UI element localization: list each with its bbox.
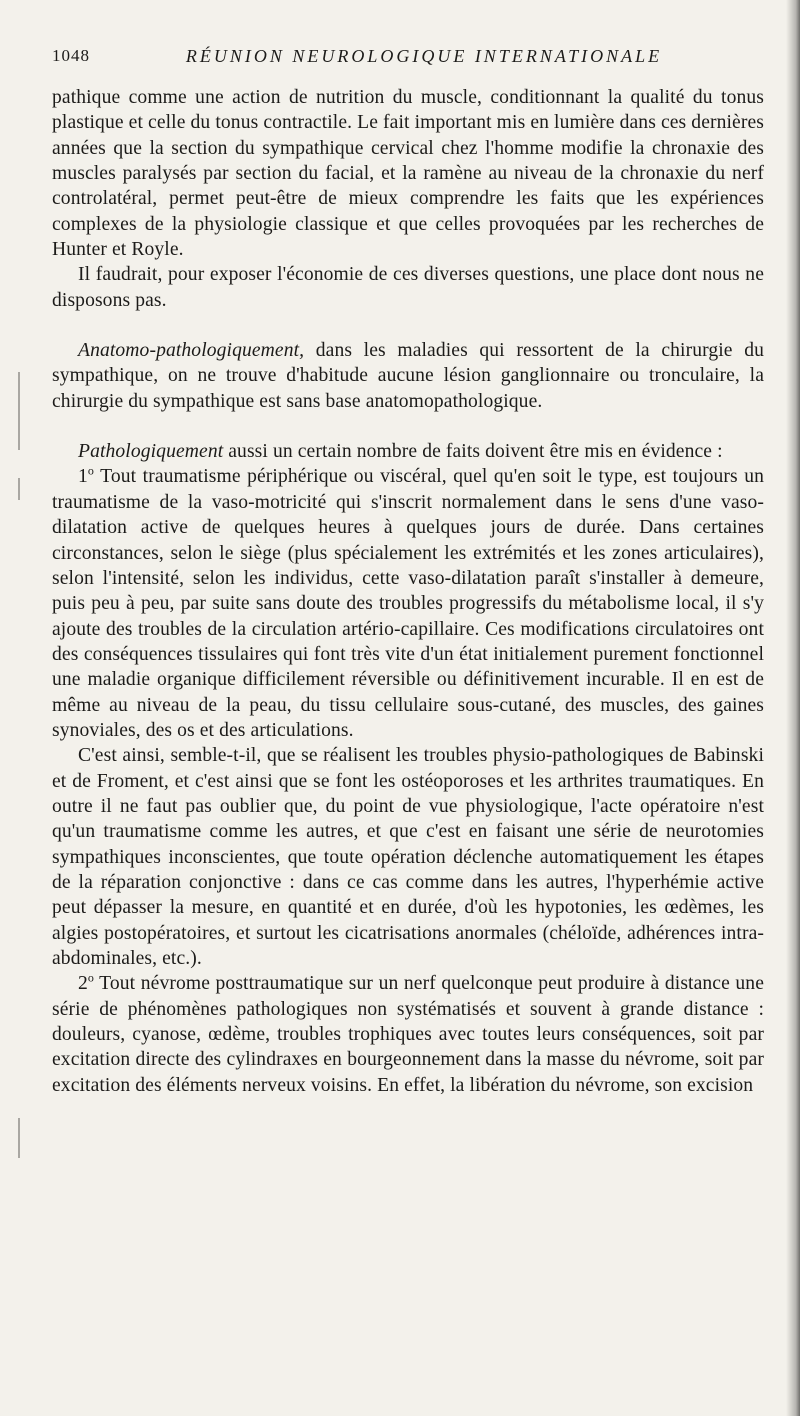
point-number: 1 xyxy=(78,466,88,488)
paragraph-text: C'est ainsi, semble-t-il, que se réalisent les troubles physio-pathologiques de Babinski et de Froment, et c'est ainsi que se font les ostéoporoses et les arthrites traumatiques. En outre il ne faut pas oublier que, du point de vue physiologique, l'acte opératoire n'est qu'un traumatisme comme les autres, et que c'est en faisant une série de neurotomies sympathiques inconscientes, que toute opération déclenche automatiquement les étapes de la réparation conjonctive : dans ce cas comme dans les autres, l'hyperhémie active peut dépasser la mesure, en quantité et en durée, d'où les hypotonies, les œdèmes, les algies postopératoires, et surtout les cicatrisations anormales (chéloïde, adhérences intra-abdominales, etc.). xyxy=(52,745,764,969)
running-title: RÉUNION NEUROLOGIQUE INTERNATIONALE xyxy=(185,46,663,66)
paragraph-lead: Pathologiquement xyxy=(78,441,224,463)
ordinal-mark: o xyxy=(87,463,95,478)
margin-mark xyxy=(18,1118,20,1158)
margin-mark xyxy=(18,478,20,500)
paragraph xyxy=(52,262,764,313)
paragraph-text: Il faudrait, pour exposer l'économie de ces diverses questions, une place dont nous ne disposons pas. xyxy=(52,264,764,311)
paragraph-lead: Anatomo-pathologiquement, xyxy=(78,340,305,362)
numbered-point-2 xyxy=(52,971,764,1098)
paragraph-text: Tout névrome posttraumatique sur un nerf quelconque peut produire à distance une série de phénomènes pathologiques non systématisés et souvent à grande distance : douleurs, cyanose, œdème, troubles trophiques avec toutes leurs conséquences, soit par excitation directe des cylindraxes en bourgeonnement dans la masse du névrome, soit par excitation des éléments nerveux voisins. En effet, la libération du névrome, son excision xyxy=(52,973,764,1096)
paragraph xyxy=(52,743,764,971)
running-header xyxy=(52,46,752,72)
paragraph-pathologiquement xyxy=(52,439,764,464)
paragraph-text: dans les maladies qui ressortent de la chirurgie du sympathique, on ne trouve d'habitude aucune lésion ganglionnaire ou tronculaire, la chirurgie du sympathique est sans base anatomopathologique. xyxy=(52,340,764,412)
paragraph-continuation xyxy=(52,85,764,262)
page-number: 1048 xyxy=(52,46,90,65)
point-number: 2 xyxy=(78,973,88,995)
page-edge-shadow xyxy=(786,0,800,1416)
paragraph-anatomo xyxy=(52,338,764,414)
margin-mark xyxy=(18,372,20,450)
paragraph-text: pathique comme une action de nutrition du muscle, conditionnant la qualité du tonus plastique et celle du tonus contractile. Le fait important mis en lumière dans ces dernières années que la section du sympathique cervical chez l'homme modifie la chronaxie des muscles paralysés par section du facial, et la ramène au niveau de la chronaxie du nerf controlatéral, permet peut-être de mieux comprendre les faits que les expériences complexes de la physiologie classique et que celles provoquées par les recherches de Hunter et Royle. xyxy=(52,87,764,261)
numbered-point-1 xyxy=(52,464,764,743)
paragraph-text: Tout traumatisme périphérique ou viscéral, quel qu'en soit le type, est toujours un traumatisme de la vaso-motricité qui s'inscrit normalement dans le sens d'une vaso-dilatation active de quelques heures à quelques jours de durée. Dans certaines circonstances, selon le siège (plus spécialement les extrémités et les zones articulaires), selon l'intensité, selon les individus, cette vaso-dilatation paraît s'installer à demeure, puis peu à peu, par suite sans doute des troubles progressifs du métabolisme local, il s'y ajoute des troubles de la circulation artério-capillaire. Ces modifications circulatoires ont des conséquences tissulaires qui font très vite d'un état initialement purement fonctionnel une maladie organique difficilement réversible ou définitivement incurable. Il en est de même au niveau de la peau, du tissu cellulaire sous-cutané, des muscles, des gaines synoviales, des os et des articulations. xyxy=(52,466,764,741)
body-text xyxy=(52,85,764,1098)
ordinal-mark: o xyxy=(87,970,95,985)
paragraph-text: aussi un certain nombre de faits doivent être mis en évidence : xyxy=(223,441,723,463)
